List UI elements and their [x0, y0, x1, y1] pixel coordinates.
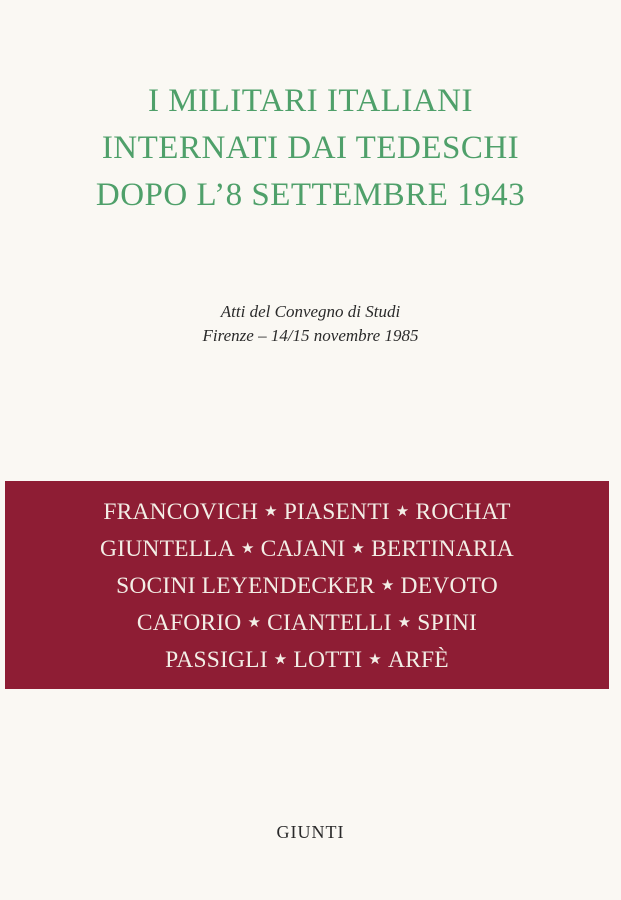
authors-band — [5, 481, 609, 689]
author-name: FRANCOVICH — [103, 499, 259, 525]
book-subtitle — [0, 300, 621, 348]
author-name: SOCINI LEYENDECKER — [116, 573, 375, 599]
authors-line — [5, 642, 609, 679]
star-separator-icon: ★ — [273, 652, 288, 668]
author-name: CAFORIO — [136, 610, 242, 636]
star-separator-icon: ★ — [380, 578, 395, 594]
title-line: I MILITARI ITALIANI — [148, 83, 473, 119]
author-name: ARFÈ — [387, 647, 449, 673]
subtitle-line: Atti del Convegno di Studi — [220, 302, 401, 321]
star-separator-icon: ★ — [264, 504, 278, 520]
book-title — [0, 78, 621, 219]
author-name: PIASENTI — [283, 499, 390, 525]
author-name: CAJANI — [260, 536, 346, 562]
star-separator-icon: ★ — [351, 541, 366, 557]
author-name: BERTINARIA — [371, 536, 514, 562]
authors-line — [5, 494, 609, 531]
star-separator-icon: ★ — [240, 541, 255, 557]
title-line: DOPO L’8 SETTEMBRE 1943 — [95, 177, 526, 213]
title-line: INTERNATI DAI TEDESCHI — [101, 130, 520, 166]
authors-line — [5, 568, 609, 605]
star-separator-icon: ★ — [395, 504, 410, 520]
authors-line — [5, 605, 609, 642]
author-name: CIANTELLI — [267, 610, 392, 636]
author-name: GIUNTELLA — [100, 536, 235, 562]
author-name: LOTTI — [293, 647, 363, 673]
authors-line — [5, 531, 609, 568]
author-name: ROCHAT — [415, 499, 511, 525]
star-separator-icon: ★ — [247, 615, 262, 631]
author-name: PASSIGLI — [165, 647, 268, 673]
star-separator-icon: ★ — [397, 615, 412, 631]
subtitle-line: Firenze – 14/15 novembre 1985 — [202, 326, 419, 345]
star-separator-icon: ★ — [368, 652, 382, 668]
author-name: DEVOTO — [400, 573, 498, 599]
publisher-name: GIUNTI — [276, 822, 345, 842]
author-name: SPINI — [417, 610, 478, 636]
